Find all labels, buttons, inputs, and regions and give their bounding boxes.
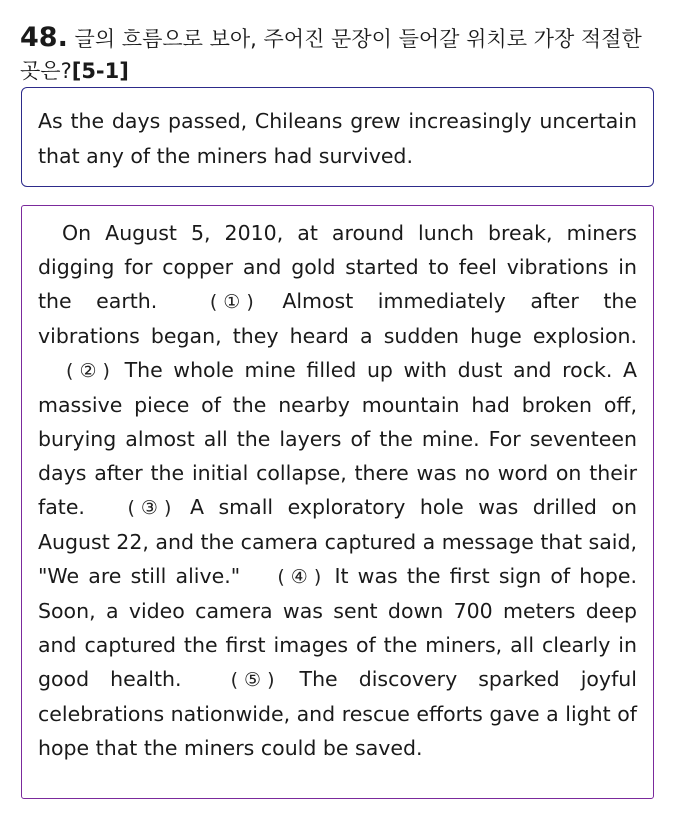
given-sentence-box: [21, 87, 654, 187]
insertion-marker-1: ( ① ): [209, 291, 254, 313]
question-number: 48.: [20, 22, 68, 53]
insertion-marker-4: ( ④ ): [277, 566, 322, 588]
insertion-marker-5: ( ⑤ ): [230, 669, 275, 691]
question-header: [20, 22, 660, 87]
passage-segment-3: A small exploratory hole was drilled on August 22, and the camera captured a message that said, "We are still alive.": [38, 495, 637, 588]
passage-segment-4: It was the first sign of hope. Soon, a video camera was sent down 700 meters deep and captured the first images of the miners, all clearly in good health.: [38, 564, 637, 691]
insertion-marker-2: ( ② ): [66, 360, 110, 382]
passage-segment-0: On August 5, 2010, at around lunch break, miners digging for copper and gold started to feel vibrations in the earth.: [38, 221, 637, 313]
passage-box: [21, 205, 654, 799]
question-code: [5-1]: [71, 59, 129, 83]
insertion-marker-3: ( ③ ): [127, 497, 172, 519]
passage-segment-1: Almost immediately after the vibrations began, they heard a sudden huge explosion.: [38, 289, 637, 348]
question-prompt: 글의 흐름으로 보아, 주어진 문장이 들어갈 위치로 가장 적절한 곳은?: [20, 27, 642, 83]
passage-segment-5: The discovery sparked joyful celebrations nationwide, and rescue efforts gave a light of hope that the miners could be saved.: [38, 667, 637, 760]
passage-segment-2: The whole mine filled up with dust and rock. A massive piece of the nearby mountain had broken off, burying almost all the layers of the mine. For seventeen days after the initial collapse, there was no word on their fate.: [38, 358, 637, 519]
passage-text: [38, 216, 637, 765]
given-sentence: As the days passed, Chileans grew increasingly uncertain that any of the miners had survived.: [38, 109, 637, 168]
